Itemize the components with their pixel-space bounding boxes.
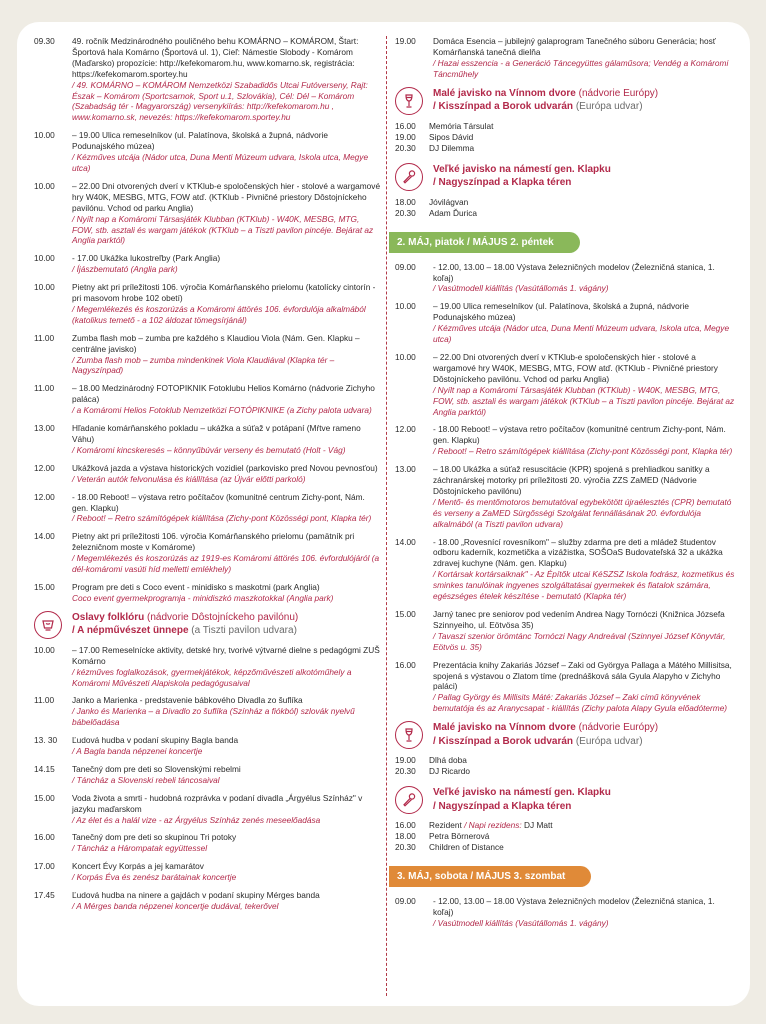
venue-location-hu: (Európa udvar): [575, 735, 643, 747]
performer-time: 20.30: [395, 142, 416, 153]
event-text-hu: / Vasútmodell kiállítás (Vasútállomás 1. vágány): [433, 283, 609, 294]
day-header: 2. MÁJ, piatok / MÁJUS 2. péntek: [389, 232, 580, 253]
venue-location-sk: (nádvorie Európy): [578, 722, 659, 734]
performer-row: [395, 842, 737, 853]
event-time: 15.00: [395, 609, 416, 619]
event-text-hu: / A Bagla banda népzenei koncertje: [72, 746, 203, 757]
event-text-sk: Ukážková jazda a výstava historických vozidiel (parkovisko pred Novou pevnosťou): [72, 462, 378, 473]
event-item: [34, 423, 382, 456]
event-description: [72, 582, 382, 604]
performer-time: 19.00: [395, 755, 416, 766]
performer-text: DJ Dilemma: [429, 142, 475, 153]
event-description: [72, 282, 382, 326]
event-text-sk: – 19.00 Ulica remeselníkov (ul. Palatínova, školská a župná, nádvorie Podunajského múzea): [72, 130, 328, 152]
venue-header: [395, 786, 737, 814]
event-text-hu: / Kézműves utcája (Nádor utca, Duna Menti Múzeum udvara, Iskola utca, Megye utca): [433, 323, 730, 345]
event-time: 16.00: [395, 659, 416, 670]
event-description: [433, 301, 737, 345]
event-item: [395, 537, 737, 602]
performer-text: Rezident: [429, 820, 462, 831]
left-column: [34, 36, 382, 919]
performer-time: 16.00: [395, 120, 416, 131]
event-item: [34, 463, 382, 485]
event-time: 09.30: [34, 36, 55, 46]
performer-text: Memória Társulat: [429, 120, 494, 131]
performer-row: [395, 132, 737, 143]
event-text-hu: / Hazai esszencia - a Generáció Táncegyüttes gálaműsora; Vendég a Komáromi Táncműhely: [433, 57, 729, 79]
performer-role-hu: / Napi rezidens:: [464, 820, 522, 831]
event-text-sk: - 12.00, 13.00 – 18.00 Výstava železničných modelov (Železničná stanica, 1. koľaj): [433, 896, 715, 918]
performer-row: [395, 121, 737, 132]
event-text-hu: / Az élet és a halál vize - az Árgyélus Színház zenés meseelőadása: [72, 814, 321, 825]
event-description: [433, 352, 737, 417]
event-description: [72, 645, 382, 689]
event-text-sk: Pietny akt pri príležitosti 106. výročia Komárňanského prielomu (katolícky cintorín - pri masovom hrobe 102 obetí): [72, 282, 376, 304]
event-time: 13. 30: [34, 735, 58, 746]
venue-title: [433, 87, 658, 114]
event-time: 14.15: [34, 763, 55, 774]
event-description: [433, 609, 737, 653]
performer-name: [429, 842, 737, 853]
event-time: 10.00: [395, 301, 416, 312]
event-item: [34, 181, 382, 246]
event-text-hu: / Kézműves utcája (Nádor utca, Duna Menti Múzeum udvara, Iskola utca, Megye utca): [72, 152, 369, 173]
event-time: 11.00: [34, 383, 55, 394]
performer-schedule: [395, 820, 737, 853]
event-text-hu: / Zumba flash mob – zumba mindenkinek Viola Klaudiával (Klapka tér – Nagyszínpad): [72, 354, 335, 376]
event-description: [72, 383, 382, 416]
performer-row: [395, 820, 737, 831]
performer-row: [395, 831, 737, 842]
event-text-sk: – 19.00 Ulica remeselníkov (ul. Palatínova, školská a župná, nádvorie Podunajského múzea): [433, 301, 689, 323]
event-item: [34, 764, 382, 786]
event-text-hu: / Reboot! – Retro számítógépek kiállítása (Zichy-pont Közösségi pont, Klapka tér): [72, 513, 372, 524]
performer-text: Sipos Dávid: [429, 131, 474, 142]
event-time: 12.00: [395, 424, 416, 435]
event-description: [433, 464, 737, 529]
event-time: 19.00: [395, 36, 416, 46]
performer-name: [429, 208, 737, 219]
performer-time: 20.30: [395, 842, 416, 853]
venue-title: [433, 163, 611, 190]
venue-location-hu: (Európa udvar): [575, 101, 643, 113]
performer-text: Jóvilágvan: [429, 196, 469, 207]
venue-header: [395, 87, 737, 115]
event-time: 13.00: [34, 423, 55, 434]
event-time: 10.00: [34, 253, 55, 264]
event-text-sk: Ľudová hudba na ninere a gajdách v podaní skupiny Mérges banda: [72, 890, 320, 901]
event-text-sk: – 17.00 Remeselnícke aktivity, detské hry, tvorivé výtvarné dielne s pedagógmi ZUŠ Komárno: [72, 644, 380, 666]
event-item: [34, 582, 382, 604]
performer-name: [429, 831, 737, 842]
event-time: 11.00: [34, 695, 55, 706]
venue-line-hu: [433, 100, 658, 114]
event-time: 09.00: [395, 261, 416, 272]
event-text-sk: Koncert Évy Korpás a jej kamarátov: [72, 861, 204, 872]
event-text-hu: / Tavaszi szenior örömtánc Tornóczi Nagy Andreával (Szinnyei József Könyvtár, Eötvös u. 35): [433, 630, 726, 652]
event-description: [72, 764, 382, 786]
event-time: 17.00: [34, 861, 55, 872]
event-item: [34, 832, 382, 854]
event-text-hu: / kézműves foglalkozások, gyermekjátékok, képzőművészeti alkotóműhely a Komáromi Művészeti Alapiskola pedagógusaival: [72, 666, 352, 688]
program-page: [17, 22, 750, 1006]
venue-name-sk: Veľké javisko na námestí gen. Klapku: [433, 163, 611, 175]
event-description: [72, 130, 382, 174]
event-item: [395, 262, 737, 295]
event-text-sk: Tanečný dom pre deti so skupinou Tri potoky: [72, 832, 237, 843]
venue-line-sk: [433, 786, 611, 800]
venue-location-sk: (nádvorie Dôstojníckeho pavilónu): [147, 611, 299, 623]
event-time: 10.00: [34, 130, 55, 141]
performer-name: [429, 820, 737, 831]
event-item: [34, 890, 382, 912]
event-text-sk: Domáca Esencia – jubilejný galaprogram Tanečného súboru Generácia; hosť Komárňanská tanečná dielňa: [433, 36, 716, 57]
event-text-hu: / Táncház a Slovenski rebeli táncosaival: [72, 774, 220, 785]
performer-name: [429, 197, 737, 208]
event-text-sk: – 18.00 Medzinárodný FOTOPIKNIK Fotoklubu Helios Komárno (nádvorie Zichyho paláca): [72, 383, 375, 405]
event-item: [34, 36, 382, 123]
event-text-sk: Hľadanie komárňanského pokladu – ukážka a súťaž v potápaní (Mŕtve rameno Váhu): [72, 423, 361, 444]
performer-time: 20.30: [395, 207, 416, 218]
performer-text: Children of Distance: [429, 842, 504, 853]
event-time: 16.00: [34, 832, 55, 843]
event-text-sk: Voda života a smrti - hudobná rozprávka v podaní divadla „Árgyélus Színház" v jazyku maďarskom: [72, 792, 363, 814]
performer-text: Dlhá doba: [429, 755, 467, 766]
event-text-sk: - 18.00 Reboot! – výstava retro počítačov (komunitné centrum Zichy-pont, Nám. gen. Klapku): [72, 491, 365, 513]
event-text-hu: / Komáromi kincskeresés – könnyűbúvár verseny és bemutató (Holt - Vág): [72, 444, 346, 455]
event-description: [72, 695, 382, 728]
event-description: [433, 262, 737, 295]
event-description: [72, 793, 382, 826]
venue-location-sk: (nádvorie Európy): [578, 87, 659, 99]
event-item: [395, 609, 737, 653]
event-text-hu: / Mentő- és mentőmotoros bemutatóval egybekötött újraélesztés (CPR) bemutató és verseny a ZaMED Sürgősségi Szolgálat fennállásának 20. évfordulója alkalmából (a Tiszti pavilon udvara): [433, 496, 732, 529]
right-column: [395, 36, 737, 936]
event-description: [433, 660, 737, 715]
event-description: [72, 890, 382, 912]
event-description: [72, 423, 382, 456]
performer-name: [429, 121, 737, 132]
performer-row: [395, 143, 737, 154]
event-text-hu: / Vasútmodell kiállítás (Vasútállomás 1. vágány): [433, 917, 609, 928]
performer-name: [429, 132, 737, 143]
event-item: [34, 531, 382, 575]
event-item: [34, 695, 382, 728]
performer-time: 18.00: [395, 196, 416, 207]
event-item: [395, 660, 737, 715]
event-time: 10.00: [395, 351, 416, 362]
performer-schedule: [395, 121, 737, 154]
event-description: [433, 896, 737, 929]
event-text-hu: / Pallag György és Millisits Máté: Zakariás József – Zaki című könyvének bemutatója és az Aranycsapat - kiállítás (Zichy palota Alapy Gyula előadóterme): [433, 692, 728, 714]
event-description: [72, 181, 382, 246]
venue-header: [395, 721, 737, 749]
performer-row: [395, 755, 737, 766]
folk-icon: [34, 611, 62, 639]
event-item: [395, 896, 737, 929]
event-item: [395, 424, 737, 457]
venue-name-sk: Malé javisko na Vínnom dvore: [433, 87, 576, 99]
event-time: 15.00: [34, 792, 55, 803]
performer-time: 18.00: [395, 831, 416, 842]
event-text-hu: / Kortársak kortársaiknak" - Az Építők utcai KéSZSZ Iskola fodrász, kozmetikus és sminkes tanulóinak ingyenes szolgáltatásai gyermekek és fiatalok számára, egészséges ételek készítése - bemutató (Klapka tér): [433, 569, 735, 602]
event-text-sk: Jarný tanec pre seniorov pod vedením Andrea Nagy Tornóczi (Knižnica Józsefa Szinnyeiho, ul. Eötvösa 35): [433, 609, 725, 630]
event-text-sk: – 22.00 Dni otvorených dverí v KTKlub-e spoločenských hier - stolové a wargamové hry W40K, MESBG, MTG, FOW atď. (KTKlub - Pivničné priestory Dôstojníckeho pavilónu. Vchod od parku Anglia): [433, 351, 718, 384]
event-time: 12.00: [34, 491, 55, 502]
performer-text: DJ Ricardo: [429, 766, 471, 777]
venue-name-hu: / A népművészet ünnepe: [72, 625, 189, 637]
event-text-sk: – 22.00 Dni otvorených dverí v KTKlub-e spoločenských hier - stolové a wargamové hry W40K, MESBG, MTG, FOW atď. (KTKlub - Pivničné priestory Dôstojníckeho pavilónu. Vchod od parku Anglia): [72, 180, 381, 213]
event-description: [72, 463, 382, 485]
mic-icon: [395, 786, 423, 814]
event-text-hu: / Nyílt nap a Komáromi Társasjáték Klubban (KTKlub) - W40K, MESBG, MTG, FOW, stb. asztali és wargam játékok (KTKlub – a Tiszti pavilon pincéje. Bejárat az Anglia parktól): [433, 384, 735, 417]
venue-line-sk: [433, 163, 611, 177]
event-item: [34, 130, 382, 174]
event-item: [395, 352, 737, 417]
event-description: [72, 735, 382, 757]
performer-text-extra: DJ Matt: [521, 820, 553, 831]
event-text-hu: / Táncház a Hárompatak együttessel: [72, 843, 208, 854]
performer-row: [395, 197, 737, 208]
event-text-sk: Tanečný dom pre deti so Slovenskými rebelmi: [72, 763, 241, 774]
venue-title: [433, 786, 611, 813]
event-time: 15.00: [34, 581, 55, 592]
venue-title: [433, 721, 658, 748]
event-text-sk: Prezentácia knihy Zakariás József – Zaki od Györgya Pallaga a Mátého Millisitsa, spojená s výstavou o Zlatom tíme (prednášková sála Gyula Alapyho v Zichyho paláci): [433, 659, 732, 692]
event-text-hu: / A Mérges banda népzenei koncertje dudával, tekerővel: [72, 901, 279, 911]
event-text-hu: / Megemlékezés és koszorúzás a Komáromi áttörés 106. évfordulója alkalmából (katolikus temető - a 102 áldozat tömegsírjánál): [72, 303, 366, 325]
performer-time: 20.30: [395, 766, 416, 777]
venue-line-hu: [433, 735, 658, 749]
venue-name-hu: / Kisszínpad a Borok udvarán: [433, 101, 574, 113]
event-item: [34, 645, 382, 689]
event-item: [34, 282, 382, 326]
event-item: [34, 735, 382, 757]
event-description: [433, 36, 737, 80]
performer-row: [395, 208, 737, 219]
event-text-sk: Ľudová hudba v podaní skupiny Bagla banda: [72, 735, 239, 746]
performer-time: 19.00: [395, 131, 416, 142]
event-text-hu: / Íjászbemutató (Anglia park): [72, 264, 178, 275]
venue-line-sk: [433, 87, 658, 101]
event-text-hu: / Janko és Marienka – a Divadlo zo šuflíka (Színház a fiókból) szlovák nyelvű bábelőadása: [72, 706, 355, 728]
event-time: 14.00: [395, 536, 416, 547]
event-text-sk: Program pre deti s Coco event - minidisko s maskotmi (park Anglia): [72, 581, 320, 592]
event-description: [72, 253, 382, 275]
event-description: [72, 492, 382, 525]
event-text-hu: / a Komáromi Helios Fotoklub Nemzetközi FOTÓPIKNIKE (a Zichy palota udvara): [72, 405, 372, 416]
event-description: [72, 333, 382, 377]
event-item: [34, 253, 382, 275]
venue-header: [395, 163, 737, 191]
event-time: 14.00: [34, 531, 55, 542]
column-divider: [386, 36, 387, 996]
venue-line-hu: [433, 800, 611, 814]
event-text-sk: - 18.00 Reboot! – výstava retro počítačov (komunitné centrum Zichy-pont, Nám. gen. Klapku): [433, 424, 726, 446]
event-text-sk: Janko a Marienka - predstavenie bábkového Divadla zo šuflíka: [72, 695, 303, 706]
event-time: 11.00: [34, 332, 55, 343]
event-text-hu: Coco event gyermekprogramja - minidiszkó maszkotokkal (Anglia park): [72, 592, 334, 603]
event-time: 12.00: [34, 462, 55, 473]
venue-line-hu: [72, 624, 298, 638]
event-text-hu: / Korpás Éva és zenész barátainak koncertje: [72, 872, 237, 883]
performer-row: [395, 766, 737, 777]
event-text-sk: 49. ročník Medzinárodného pouličného behu KOMÁRNO – KOMÁROM, Štart: Športová hala Komárno (Športová ul. 1), Cieľ: Námestie Slobody - Komárom (Maďarsko) propozície: http://kefekomarom.hu, www.komarno.sk, registrácia: https://kefekomarom.sportey.hu: [72, 36, 359, 79]
mic-icon: [395, 163, 423, 191]
venue-name-sk: Oslavy folklóru: [72, 611, 145, 623]
event-text-sk: - 18.00 „Rovesnící rovesníkom" – služby zdarma pre deti a mládež študentov odboru kaderník, kozmetička a vizážistka, SOŠOaS Budovateľská 32 a ukážka zdravej kuchyne (Nám. gen. Klapku): [433, 536, 723, 569]
event-time: 09.00: [395, 896, 416, 907]
event-text-sk: Pietny akt pri príležitosti 106. výročia Komárňanského prielomu (pamätník pri železničnom moste v Komárome): [72, 531, 355, 553]
wine-icon: [395, 87, 423, 115]
venue-location-hu: (a Tiszti pavilon udvara): [191, 625, 297, 637]
venue-name-hu: / Nagyszínpad a Klapka téren: [433, 800, 572, 812]
event-item: [34, 383, 382, 416]
performer-time: 16.00: [395, 820, 416, 831]
performer-name: [429, 755, 737, 766]
event-time: 13.00: [395, 464, 416, 475]
performer-schedule: [395, 755, 737, 777]
event-text-hu: / Nyílt nap a Komáromi Társasjáték Klubban (KTKlub) - W40K, MESBG, MTG, FOW, stb. asztali és wargam játékok (KTKlub – a Tiszti pavilon pincéje. Bejárat az Anglia parktól): [72, 213, 374, 246]
performer-name: [429, 766, 737, 777]
event-description: [72, 36, 382, 123]
event-description: [72, 531, 382, 575]
performer-text: Petra Börnerová: [429, 831, 490, 842]
event-description: [433, 537, 737, 602]
event-time: 17.45: [34, 890, 55, 901]
venue-name-hu: / Nagyszínpad a Klapka téren: [433, 177, 572, 189]
event-item: [34, 793, 382, 826]
performer-text: Adam Ďurica: [429, 207, 477, 218]
event-item: [395, 36, 737, 80]
performer-name: [429, 143, 737, 154]
venue-line-hu: [433, 176, 611, 190]
performer-schedule: [395, 197, 737, 219]
event-text-hu: / Reboot! – Retro számítógépek kiállítása (Zichy-pont Közösségi pont, Klapka tér): [433, 446, 733, 457]
venue-name-hu: / Kisszínpad a Borok udvarán: [433, 735, 574, 747]
venue-name-sk: Veľké javisko na námestí gen. Klapku: [433, 787, 611, 799]
event-text-sk: - 17.00 Ukážka lukostreľby (Park Anglia): [72, 253, 221, 264]
venue-title: [72, 611, 298, 638]
event-description: [72, 832, 382, 854]
event-text-sk: Zumba flash mob – zumba pre každého s Klaudiou Viola (Nám. Gen. Klapku – centrálne javisko): [72, 332, 360, 354]
event-text-sk: – 18.00 Ukážka a súťaž resuscitácie (KPR) spojená s prehliadkou sanitky a záchranárskej motorky pri príležitosti 20. výročia ZZS ZaMED (Nádvorie Dôstojníckeho pavilónu): [433, 464, 710, 496]
venue-line-sk: [72, 611, 298, 625]
venue-line-sk: [433, 721, 658, 735]
event-text-sk: - 12.00, 13.00 – 18.00 Výstava železničných modelov (Železničná stanica, 1. koľaj): [433, 261, 715, 283]
event-item: [34, 861, 382, 883]
event-text-hu: / Veterán autók felvonulása és kiállítása (az Újvár előtti parkoló): [72, 473, 306, 484]
wine-icon: [395, 721, 423, 749]
event-time: 10.00: [34, 644, 55, 655]
event-item: [395, 301, 737, 345]
event-time: 10.00: [34, 282, 55, 293]
event-item: [34, 333, 382, 377]
day-header: 3. MÁJ, sobota / MÁJUS 3. szombat: [389, 866, 591, 887]
event-time: 10.00: [34, 180, 55, 191]
event-text-hu: / Megemlékezés és koszorúzás az 1919-es Komáromi áttörés 106. évfordulójáról (a dél-komáromi vasúti híd melletti emlékhely): [72, 553, 380, 575]
event-description: [72, 861, 382, 883]
event-item: [395, 464, 737, 529]
venue-header: [34, 611, 382, 639]
event-text-hu: / 49. KOMÁRNO – KOMÁROM Nemzetközi Szabadidős Utcai Futóverseny, Rajt: Észak – Komárom (Sportcsarnok, Sport u.1, Szlovákia), Cél: Dél – Komárom (Szabadság tér - Magyarország) versenykiírás: http://kefekomarom.hu , www.komarno.sk, nevezés: https://kefekomarom.sportey.hu: [72, 79, 368, 123]
event-description: [433, 424, 737, 457]
venue-name-sk: Malé javisko na Vínnom dvore: [433, 722, 576, 734]
event-item: [34, 492, 382, 525]
